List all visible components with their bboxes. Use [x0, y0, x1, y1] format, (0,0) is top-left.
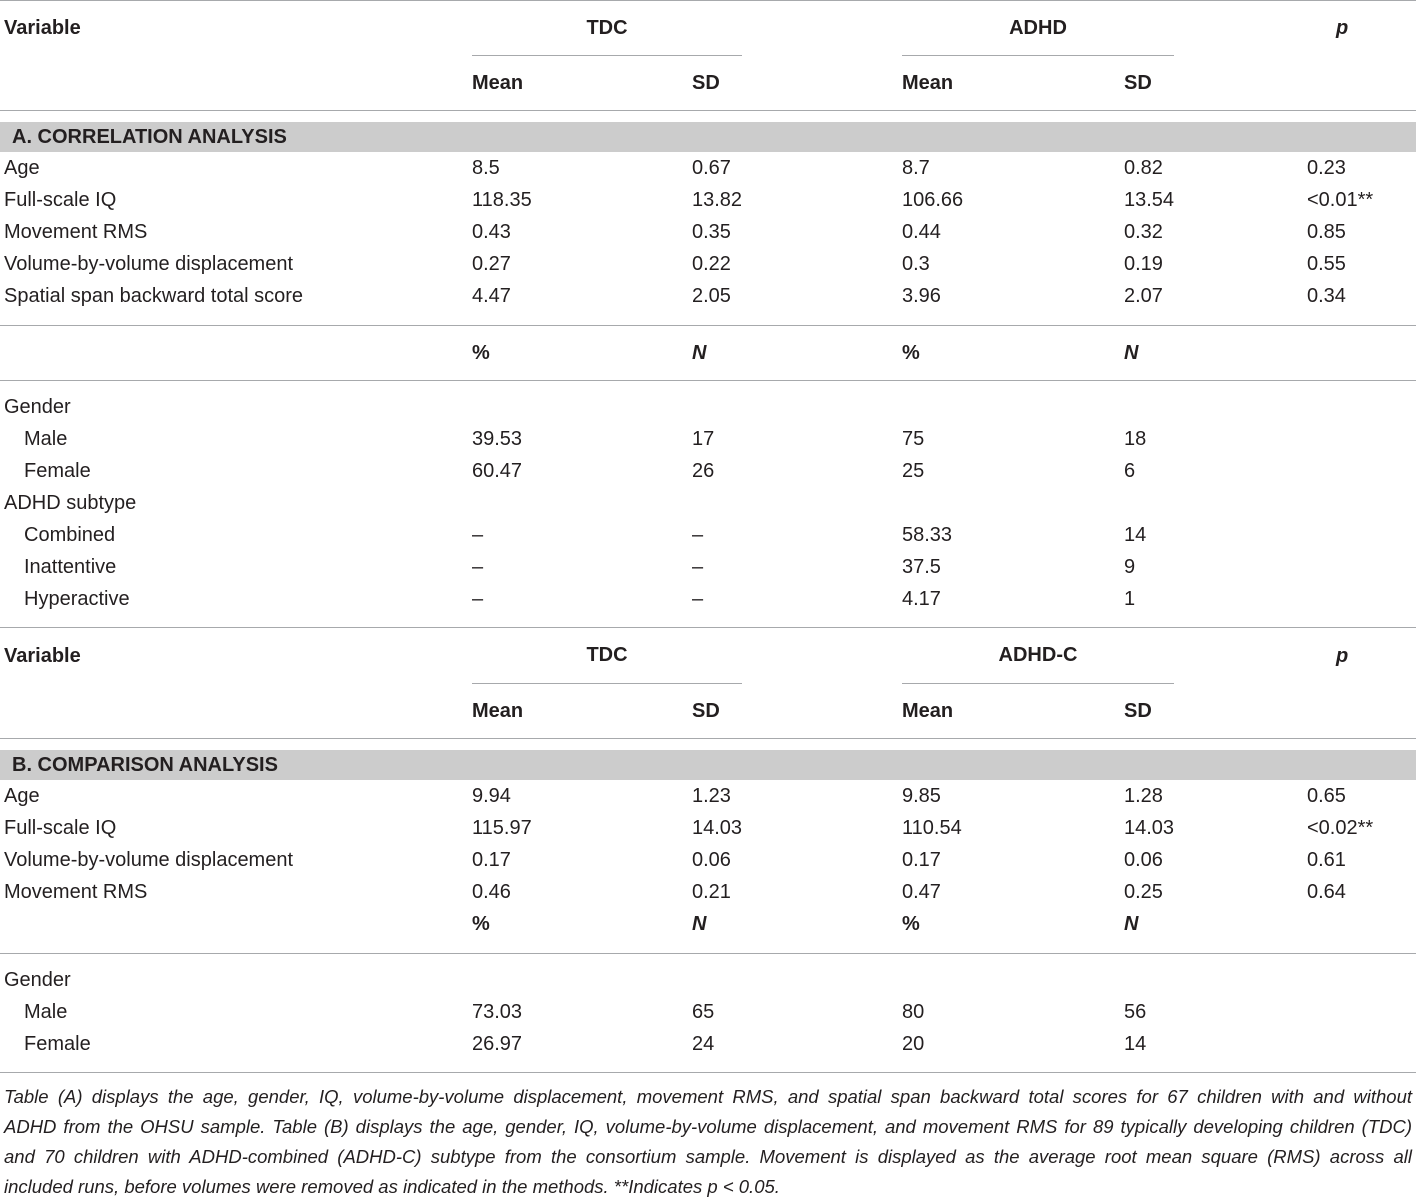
tdc-percent-cell: 60.47 — [472, 459, 523, 482]
row-label: Volume-by-volume displacement — [4, 848, 294, 871]
table-row — [0, 876, 1416, 908]
adhd-c-sd-cell: 1.28 — [1124, 784, 1163, 807]
adhd-percent-cell: 25 — [902, 459, 925, 482]
adhd-c-percent-cell: 20 — [902, 1032, 925, 1055]
tdc-mean-cell: 0.27 — [472, 252, 511, 275]
adhd-sd-cell: 13.54 — [1124, 188, 1175, 211]
adhd-sd-cell: 0.32 — [1124, 220, 1163, 243]
table-row — [0, 152, 1416, 184]
tdc-n-cell: 17 — [692, 427, 715, 450]
row-label: Combined — [24, 523, 116, 546]
adhd-c-sd-cell: 0.06 — [1124, 848, 1163, 871]
table-row — [0, 519, 1416, 551]
table-row — [0, 216, 1416, 248]
tdc-group-header: TDC — [472, 1, 742, 56]
table-row — [0, 487, 1416, 519]
tdc-mean-cell: 118.35 — [472, 188, 532, 211]
adhd-percent-cell: 75 — [902, 427, 925, 450]
table-row — [0, 184, 1416, 216]
count-header-row — [0, 908, 1416, 940]
spacer — [0, 954, 1416, 964]
divider — [0, 940, 1416, 954]
adhd-sd-cell: 2.07 — [1124, 284, 1163, 307]
adhd-mean-header: Mean — [902, 71, 954, 94]
category-label: ADHD subtype — [4, 491, 137, 514]
adhd-sd-cell: 0.82 — [1124, 156, 1163, 179]
tdc-percent-header: % — [472, 912, 490, 935]
divider — [0, 615, 1416, 628]
table-row — [0, 583, 1416, 615]
row-label: Inattentive — [24, 555, 117, 578]
tdc-sd-cell: 0.22 — [692, 252, 731, 275]
tdc-mean-cell: 8.5 — [472, 156, 500, 179]
tdc-group-header: TDC — [472, 628, 742, 684]
row-label: Male — [24, 427, 68, 450]
adhd-mean-cell: 0.44 — [902, 220, 941, 243]
table-row — [0, 551, 1416, 583]
adhd-n-cell: 9 — [1124, 555, 1136, 578]
table-row — [0, 391, 1416, 423]
p-value-cell: 0.64 — [1307, 880, 1346, 903]
tdc-percent-cell: 39.53 — [472, 427, 523, 450]
p-value-cell: 0.34 — [1307, 284, 1346, 307]
adhd-mean-cell: 3.96 — [902, 284, 941, 307]
tdc-percent-cell: – — [472, 555, 484, 578]
tdc-percent-cell: – — [472, 587, 484, 610]
tdc-sd-cell: 2.05 — [692, 284, 731, 307]
variable-column-header: Variable — [4, 644, 81, 667]
adhd-c-sd-header: SD — [1124, 699, 1152, 722]
divider — [0, 1060, 1416, 1073]
caption-line: ADHD from the OHSU sample. Table (B) displays the age, gender, IQ, volume-by-volume displacement, and movement RMS for 89 typically developing children (TDC) — [4, 1116, 1412, 1137]
tdc-percent-header: % — [472, 341, 490, 364]
caption-line: Table (A) displays the age, gender, IQ, volume-by-volume displacement, movement RMS, and spatial span backward total scores for 67 children with and without — [4, 1086, 1412, 1107]
adhd-n-cell: 18 — [1124, 427, 1147, 450]
adhd-c-mean-cell: 0.17 — [902, 848, 941, 871]
tdc-mean-cell: 0.46 — [472, 880, 511, 903]
table-row — [0, 964, 1416, 996]
tdc-n-cell: – — [692, 555, 704, 578]
category-label: Gender — [4, 395, 71, 418]
tdc-percent-cell: 73.03 — [472, 1000, 523, 1023]
tdc-sd-cell: 14.03 — [692, 816, 743, 839]
adhd-n-cell: 14 — [1124, 523, 1147, 546]
p-value-cell: <0.01** — [1307, 188, 1374, 211]
table-row — [0, 423, 1416, 455]
row-label: Age — [4, 784, 40, 807]
table-row — [0, 812, 1416, 844]
tdc-mean-cell: 115.97 — [472, 816, 532, 839]
adhd-c-mean-header: Mean — [902, 699, 954, 722]
tdc-sd-cell: 0.67 — [692, 156, 731, 179]
p-value-cell: 0.85 — [1307, 220, 1346, 243]
tdc-sd-cell: 1.23 — [692, 784, 731, 807]
divider — [0, 312, 1416, 326]
p-value-cell: 0.65 — [1307, 784, 1346, 807]
adhd-mean-cell: 106.66 — [902, 188, 964, 211]
adhd-n-cell: 1 — [1124, 587, 1136, 610]
table-row — [0, 996, 1416, 1028]
tdc-sd-cell: 0.21 — [692, 880, 731, 903]
tdc-n-cell: 24 — [692, 1032, 715, 1055]
row-label: Full-scale IQ — [4, 816, 117, 839]
adhd-c-mean-cell: 9.85 — [902, 784, 941, 807]
row-label: Full-scale IQ — [4, 188, 117, 211]
adhd-mean-cell: 8.7 — [902, 156, 930, 179]
tdc-n-cell: – — [692, 587, 704, 610]
spacer — [0, 1073, 1416, 1082]
tdc-mean-cell: 0.43 — [472, 220, 511, 243]
row-label: Age — [4, 156, 40, 179]
row-label: Movement RMS — [4, 880, 148, 903]
adhd-n-header: N — [1124, 341, 1139, 364]
tdc-n-cell: 65 — [692, 1000, 715, 1023]
adhd-c-percent-header: % — [902, 912, 920, 935]
tdc-mean-header: Mean — [472, 71, 524, 94]
adhd-c-sd-cell: 14.03 — [1124, 816, 1175, 839]
category-label: Gender — [4, 968, 71, 991]
row-label: Hyperactive — [24, 587, 130, 610]
adhd-c-mean-cell: 110.54 — [902, 816, 962, 839]
p-value-cell: <0.02** — [1307, 816, 1374, 839]
p-value-cell: 0.61 — [1307, 848, 1346, 871]
tdc-mean-cell: 0.17 — [472, 848, 511, 871]
table-row — [0, 455, 1416, 487]
header-row — [0, 628, 1416, 684]
tdc-n-cell: – — [692, 523, 704, 546]
count-header-row — [0, 326, 1416, 381]
tdc-mean-cell: 9.94 — [472, 784, 511, 807]
adhd-c-percent-cell: 80 — [902, 1000, 925, 1023]
table-caption — [0, 1082, 1416, 1202]
row-label: Volume-by-volume displacement — [4, 252, 294, 275]
p-value-cell: 0.23 — [1307, 156, 1346, 179]
header-row — [0, 0, 1416, 56]
adhd-sd-cell: 0.19 — [1124, 252, 1163, 275]
adhd-percent-cell: 4.17 — [902, 587, 941, 610]
section-a-title: A. CORRELATION ANALYSIS — [0, 122, 1416, 152]
table-row — [0, 280, 1416, 312]
adhd-percent-header: % — [902, 341, 920, 364]
spacer — [0, 381, 1416, 391]
p-column-header: p — [1336, 17, 1349, 39]
row-label: Movement RMS — [4, 220, 148, 243]
table-row — [0, 1028, 1416, 1060]
tdc-sd-cell: 0.06 — [692, 848, 731, 871]
tdc-n-header: N — [692, 912, 707, 935]
tdc-percent-cell: 26.97 — [472, 1032, 523, 1055]
row-label: Female — [24, 1032, 91, 1055]
adhd-n-cell: 6 — [1124, 459, 1136, 482]
subheader-row — [0, 684, 1416, 739]
table-row — [0, 248, 1416, 280]
row-label: Male — [24, 1000, 68, 1023]
table-row — [0, 780, 1416, 812]
adhd-mean-cell: 0.3 — [902, 252, 930, 275]
p-column-header: p — [1336, 644, 1349, 667]
spacer — [0, 111, 1416, 122]
variable-column-header: Variable — [4, 17, 81, 39]
caption-line: included runs, before volumes were removed as indicated in the methods. **Indicates p < 0.05. — [4, 1176, 780, 1197]
table-row — [0, 844, 1416, 876]
tdc-sd-header: SD — [692, 71, 720, 94]
spacer — [0, 739, 1416, 750]
adhd-percent-cell: 58.33 — [902, 523, 953, 546]
adhd-percent-cell: 37.5 — [902, 555, 941, 578]
tdc-mean-header: Mean — [472, 699, 524, 722]
row-label: Spatial span backward total score — [4, 284, 304, 307]
adhd-c-mean-cell: 0.47 — [902, 880, 941, 903]
tdc-sd-cell: 13.82 — [692, 188, 743, 211]
adhd-c-sd-cell: 0.25 — [1124, 880, 1163, 903]
caption-line: and 70 children with ADHD-combined (ADHD-C) subtype from the consortium sample. Movement is displayed as the average root mean square (RMS) across all — [4, 1146, 1412, 1167]
p-value-cell: 0.55 — [1307, 252, 1346, 275]
adhd-c-n-cell: 14 — [1124, 1032, 1147, 1055]
tdc-n-header: N — [692, 341, 707, 364]
tdc-sd-header: SD — [692, 699, 720, 722]
adhd-c-n-cell: 56 — [1124, 1000, 1147, 1023]
adhd-c-group-header: ADHD-C — [902, 628, 1174, 684]
adhd-c-n-header: N — [1124, 912, 1139, 935]
tdc-sd-cell: 0.35 — [692, 220, 731, 243]
tdc-n-cell: 26 — [692, 459, 715, 482]
adhd-group-header: ADHD — [902, 1, 1174, 56]
tdc-percent-cell: – — [472, 523, 484, 546]
adhd-sd-header: SD — [1124, 71, 1152, 94]
section-b-title: B. COMPARISON ANALYSIS — [0, 750, 1416, 780]
row-label: Female — [24, 459, 91, 482]
subheader-row — [0, 56, 1416, 111]
tdc-mean-cell: 4.47 — [472, 284, 511, 307]
